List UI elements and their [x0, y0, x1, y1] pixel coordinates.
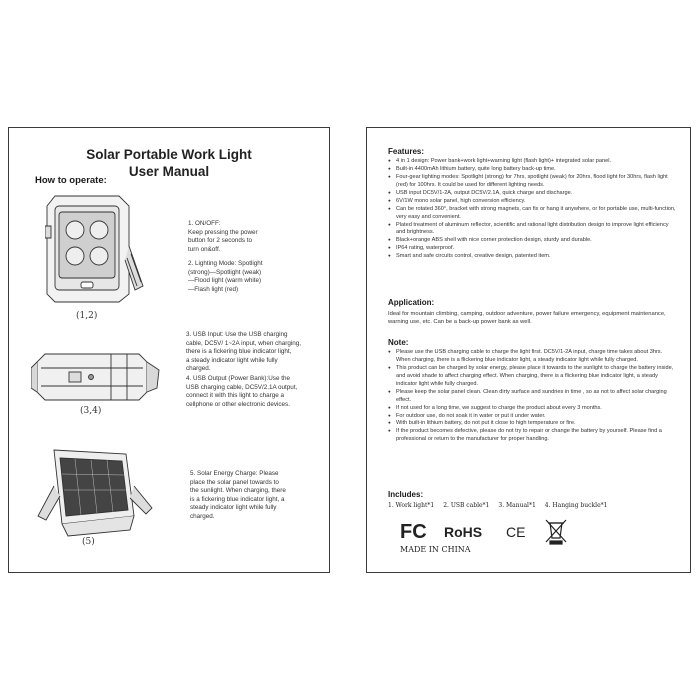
include-item: 3. Manual*1: [498, 502, 536, 509]
note-heading: Note:: [388, 338, 409, 347]
features-list: [388, 158, 678, 261]
certification-logos: [400, 516, 570, 546]
work-light-front-illustration: [45, 190, 145, 308]
manual-page-left: [8, 127, 330, 573]
note-item: ● With built-in lithium battery, do not put it close to high temperature or fire.: [388, 420, 678, 428]
manual-subtitle: User Manual: [128, 164, 210, 179]
note-item: ● Please use the USB charging cable to charge the light first. DC5V/1-2A input, charge time takes about 3hrs. When charging, there is a flickering blue indicator light, a steady indicator light while fully charged.: [388, 349, 678, 365]
how-to-operate-heading: How to operate:: [35, 175, 107, 186]
feature-item: ● 6V/1W mono solar panel, high conversion efficiency.: [388, 198, 678, 206]
includes-heading: Includes:: [388, 490, 424, 499]
step-3-usb-input: 3. USB Input: Use the USB charging cable, DC5V/ 1~2A input, when charging, there is a fickering blue indicator light, a steady indicator light while fully charged.: [186, 331, 301, 372]
feature-item: ● IP64 rating, waterproof.: [388, 245, 678, 253]
step-1-on-off: 1. ON/OFF: Keep pressing the power button for 2 seconds to turn on&off.: [188, 220, 258, 253]
weee-bin-icon: [546, 520, 566, 544]
feature-item: ● 4 in 1 design: Power bank+work light+warning light (flash light)+ integrated solar panel.: [388, 158, 678, 166]
made-in-label: MADE IN CHINA: [400, 545, 471, 554]
caption-3-4: (3,4): [80, 406, 102, 416]
note-item: ● If the product becomes defective, please do not try to repair or change the battery by yourself. Please find a professional or return to the manufacturer for proper handling.: [388, 428, 678, 444]
step-4-usb-output: 4. USB Output (Power Bank):Use the USB charging cable, DC5V/2.1A output, connect it with this light to charge a cellphone or other electronic devices.: [186, 375, 298, 408]
work-light-solar-panel-illustration: [34, 446, 154, 538]
note-item: ● For outdoor use, do not soak it in water or put it under water.: [388, 413, 678, 421]
feature-item: ● Plated treatment of aluminum reflector, scientific and rational light distribution design to improve light efficiency and brightness.: [388, 222, 678, 238]
include-item: 1. Work light*1: [388, 502, 435, 509]
step-5-solar-charge: 5. Solar Energy Charge: Please place the solar panel towards to the sunlight. When charging, there is a fickering blue indicator light, a steady indicator light while fully charged.: [190, 470, 286, 520]
feature-item: ● Built-in 4400mAh lithium battery, quite long battery back-up time.: [388, 166, 678, 174]
note-item: ● This product can be charged by solar energy, please place it towards to the sunlight to charge the battery inside, and avoid shade to affect charging effect. When charging, there is a flickering blue indicator light, a steady indicator light while fully charged.: [388, 365, 678, 389]
fcc-logo: FC: [400, 521, 427, 543]
manual-title: Solar Portable Work Light: [86, 147, 252, 162]
include-item: 2. USB cable*1: [443, 502, 490, 509]
ce-logo: CE: [506, 524, 526, 540]
feature-item: ● USB input DC5V/1-2A, output DC5V/2.1A, quick charge and discharge.: [388, 190, 678, 198]
feature-item: ● Four-gear lighting modes: Spotlight (strong) for 7hrs, spotlight (weak) for 20hrs, flood light for 30hrs, flash light (red) for 100hrs. It could be used for different lighting needs.: [388, 174, 678, 190]
caption-1-2: (1,2): [76, 311, 98, 321]
manual-page-right: [366, 127, 691, 573]
work-light-side-illustration: [31, 348, 161, 408]
features-heading: Features:: [388, 147, 425, 156]
application-text: Ideal for mountain climbing, camping, outdoor adventure, power failure emergency, equipment maintenance, warning use, etc. Can be a back-up power bank as well.: [388, 311, 666, 326]
step-2-lighting-mode: 2. Lighting Mode: Spotlight (strong)—Spotlight (weak) —Flood light (warm white) —Flash light (red): [188, 260, 263, 293]
note-item: ● If not used for a long time, we suggest to charge the product about every 3 months.: [388, 405, 678, 413]
feature-item: ● Smart and safe circuits control, creative design, patented item.: [388, 253, 678, 261]
application-heading: Application:: [388, 298, 435, 307]
note-item: ● Please keep the solar panel clean. Clean dirty surface and sundries in time , so as not to affect solar charging effect.: [388, 389, 678, 405]
feature-item: ● Can be rotated 360°, bracket with strong magnets, can fix or hang it anywhere, or for portable use, multi-function, very easy and convenient.: [388, 206, 678, 222]
feature-item: ● Black+orange ABS shell with nice corner protection design, sturdy and durable.: [388, 237, 678, 245]
rohs-logo: RoHS: [444, 524, 483, 540]
notes-list: [388, 349, 678, 444]
include-item: 4. Hanging buckle*1: [544, 502, 608, 509]
includes-list: [388, 502, 607, 509]
caption-5: (5): [82, 537, 95, 547]
